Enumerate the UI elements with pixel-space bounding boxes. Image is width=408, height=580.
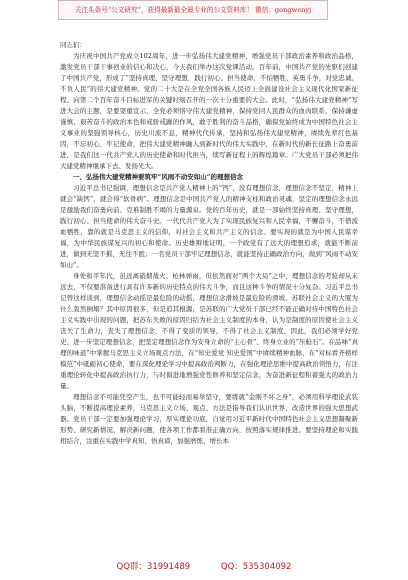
salutation: 同志们：: [60, 41, 86, 49]
paragraph-3: 身处和平年代，虽远离硝烟战火、枪林弹雨，但依然面对“两个大局”之中，理想信念的考验却从未远去，不仅要准备进行具有许多新的历史特点的伟大斗争，而且这种斗争的情况十分复杂。习近平总书记曾这样谈到，理想信念动摇是最危险的动摇，理想信念滑坡是最危险的滑坡。苏联社会主义的大厦为什么轰然倒塌？其中原因很多，但是追其根源，是苏联的广大党员干部已经不能正确对待中国特色社会主义实践中出现的问题，把苏东失败的原因归结为社会主义制度的本身，认为是制度的原因使社会主义丧失了生命力，丧失了理想信念，不得了变质的领导，不得了社会主义制度，因此，我们必须学好党史、进一步坚定理想信念，把坚定理想信念作为安身立命的“主心骨”、终身立业的“压舱石”。在品味“真理的味道”中掌握马克思主义立场观点方法，在“知史爱党 知史爱国”中赓续精神血脉、在“对标看齐榜样模范”中砥砺初心使命，要在深化理论学习中提高政治判断力，在强化理论思维中提高政治领悟力，在注重理论转化中提高政治执行力，与时俱进地增强党性修养和坚定信念，为奋进新征程积蓄强大的政治力量。: [60, 272, 358, 390]
paragraph-2: 习近平总书记强调，理想信念是共产党人精神上的“钙”，没有理想信念，理想信念不坚定，精神上就会“缺钙”，就会得“软骨病”。理想信念是中国共产党人的精神支柱和政治灵魂，坚定的理想信念永远是激励我们奋勇向前、克难制胜不竭的力量源泉。党的百年历史，就是一部始终坚持真理、坚守理想，践行初心、担当使命的伟大奋斗史。一代代共产党人为了实现民族复兴和人民幸福，不懈奋斗，不惜流血牺牲，靠的就是马克思主义的信仰，对社会主义和共产主义的信念。要实现的就是为中国人民谋幸福，为中华民族谋复兴的初心和使命。历史雄辩地证明，一个政党有了远大的理想追求，就能不断前进，做到无坚不摧，无往不胜；一名党员干部牢记理想信念，就能坚持正确政治方向，做到“风雨不动安如山”。: [60, 184, 358, 269]
qq-group-text: QQ群：31991489: [116, 562, 191, 572]
paragraph-intro: 为庆祝中国共产党成立102周年，进一步弘扬伟大建党精神，增强党员干部政治素养和政治品格，激发党员干部干事创业的信心和决心，今天我们举办这次党课活动。百年前，中国共产党的先驱们创建了中国共产党，形成了“坚持真理、坚守理想，践行初心、担当使命，不怕牺牲、英勇斗争，对党忠诚、不负人民”的伟大建党精神。党的二十大是在全党全国各族人民迈上全面建设社会主义现代化国家新征程、向第二个百年奋斗目标进军的关键时刻召开的一次十分重要的大会。此时，“弘扬伟大建党精神”写进大会的主题，是要耍重宣示，全党必须恪守伟大建党精神，保持党同人民群众的血肉联系，保持谦虚谨慎、艰苦奋斗的政治本色和戒骄戒躁的作风，敢于胜利的奋斗品格，确保党始终成为中国特色社会主义事业的坚强领导核心，历史川流不息，精神代代传承，坚持和弘扬伟大建党精神，赓续先辈红色基因，不忘初心，牢记使命，把伟大建党精神融入到新时代的伟大实践中，在新时代的新长征路上奋勇前进，是我们这一代共产党人的历史使命和时代担当，续写新征程上的辉煌篇章。广大党员干部必须把伟大建党精神继承下去、发扬光大。: [60, 52, 358, 170]
contact-footer: [0, 561, 408, 573]
paragraph-4: 理想信念不可能凭空产生，也不可能轻而易举坚守，要练就“金刚不坏之身”，必须用科学理论武装头脑，不断提高理论素养，马克思主义立场、观点、方法是指导我们认识世界、改造世界的强大思想武器。党员干部一定要加强理论学习，厚实理论功底，自觉用习近平新时代中国特色社会主义思想凝聚新形势、研究新情况、解决新问题，使各项工作都看准正确方向，按照落实规律推进。要坚持理论和实践相结合，注重在实践中学真知、悟真谛，加强磨炼、增长本: [60, 393, 358, 445]
qq-text: QQ：535304092: [220, 562, 292, 572]
document-body: [60, 40, 358, 447]
promo-banner[interactable]: [58, 0, 328, 20]
section-heading-1: 一、弘扬伟大建党精神要筑牢“风雨不动安如山”的理想信念: [73, 173, 243, 181]
promo-banner-text: 关注头条号“公文研究”，获得最新最全最专业的公文资料库！ 微信：gongwenyj: [74, 6, 312, 14]
